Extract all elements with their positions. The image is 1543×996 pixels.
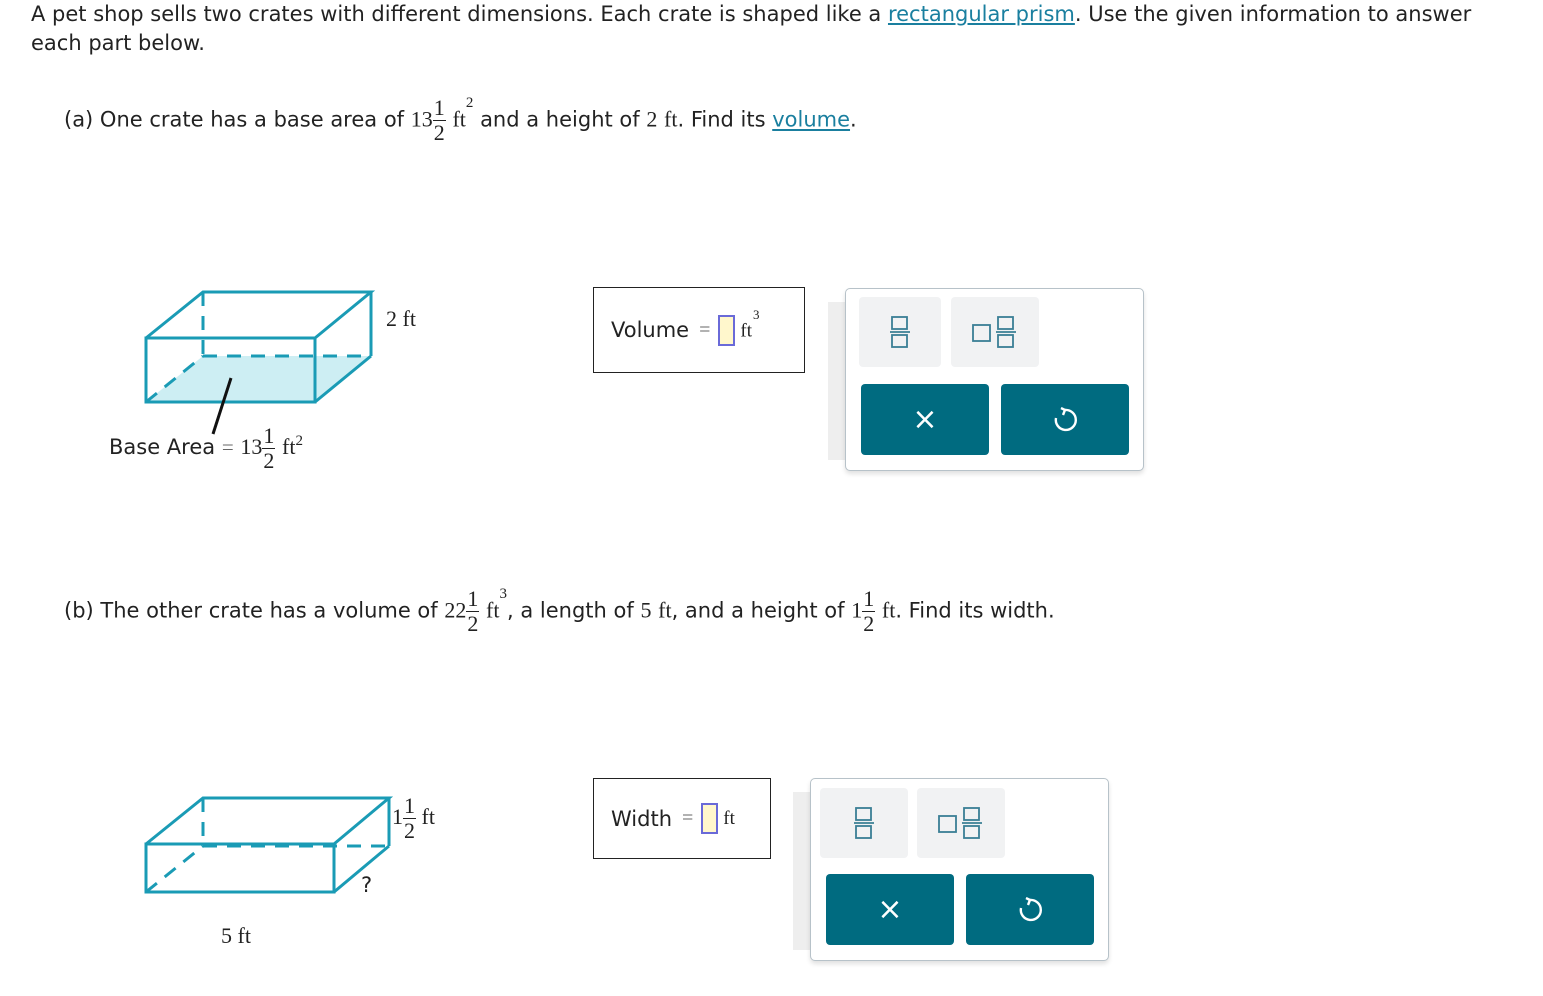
volume-answer-box: Volume = $ft^3$ — [593, 287, 805, 373]
volume-unit: ft — [740, 320, 752, 342]
height-fraction: $\frac{1}{2}$ — [863, 586, 875, 636]
fraction-icon — [889, 315, 911, 349]
mixed-number-icon — [938, 806, 984, 840]
base-area-whole: 13 — [410, 106, 433, 132]
volume-whole: 22 — [444, 597, 467, 623]
close-icon: × — [912, 402, 938, 437]
length-value: 5 — [640, 597, 652, 623]
width-label: Width — [611, 806, 673, 831]
mixed-number-icon — [972, 315, 1018, 349]
clear-button[interactable] — [861, 384, 989, 455]
crate-b-figure — [0, 0, 600, 996]
crate-a-height-label: 2 ft — [386, 306, 416, 331]
mixed-number-button[interactable] — [917, 788, 1005, 858]
crate-b-height-label: 1 $\frac{1}{2}$ ft — [392, 793, 435, 844]
height-whole: 1 — [851, 597, 863, 623]
clear-button[interactable] — [826, 874, 954, 945]
crate-b-length-label: 5 ft — [221, 923, 251, 948]
mixed-number-button[interactable] — [951, 297, 1039, 367]
base-area-label: Base Area — [109, 435, 216, 459]
volume-fraction: $\frac{1}{2}$ — [467, 586, 479, 636]
intro-text: A pet shop sells two crates with different dimensions. Each crate is shaped like a — [31, 2, 888, 26]
width-unit: ft — [723, 807, 735, 829]
width-input[interactable] — [701, 803, 718, 834]
fraction-button[interactable] — [820, 788, 908, 858]
undo-icon — [1017, 897, 1043, 923]
rectangular-prism-link[interactable]: rectangular prism — [887, 2, 1075, 26]
volume-label: Volume — [611, 318, 690, 342]
width-answer-box: Width = ft — [593, 778, 771, 859]
fraction-button[interactable] — [859, 297, 941, 367]
keypad-b — [810, 778, 1109, 961]
intro-text-end: . Use the given information to answer each part below. — [31, 2, 1472, 55]
undo-button[interactable] — [966, 874, 1094, 945]
part-a-prefix: (a) One crate has a base area of — [64, 107, 411, 132]
base-area-fraction: $\frac{1}{2}$ — [433, 95, 445, 145]
height-value: 2 — [646, 106, 658, 132]
close-icon: × — [877, 892, 903, 927]
base-area-unit: ft — [452, 106, 466, 132]
undo-button[interactable] — [1001, 384, 1129, 455]
figure-base-fraction: $\frac{1}{2}$ — [263, 422, 275, 473]
volume-link[interactable]: volume — [772, 107, 851, 132]
keypad-a — [845, 288, 1144, 471]
fraction-icon — [853, 806, 875, 840]
crate-b-width-label: ? — [361, 873, 373, 897]
base-area-label-row: Base Area = 13 $\frac{1}{2}$ $ft^2$ — [109, 422, 303, 473]
part-b-question: (b) The other crate has a volume of 22 $\frac{1}{2}$ $ft^3$, a length of 5 ft, and a height of 1 $\frac{1}{2}$ ft. Find its width. — [64, 586, 1055, 636]
volume-input[interactable] — [718, 315, 735, 346]
part-a-question: (a) One crate has a base area of 13 $\frac{1}{2}$ $ft^2$ and a height of 2 ft. Find its volume. — [64, 95, 857, 145]
undo-icon — [1052, 407, 1078, 433]
